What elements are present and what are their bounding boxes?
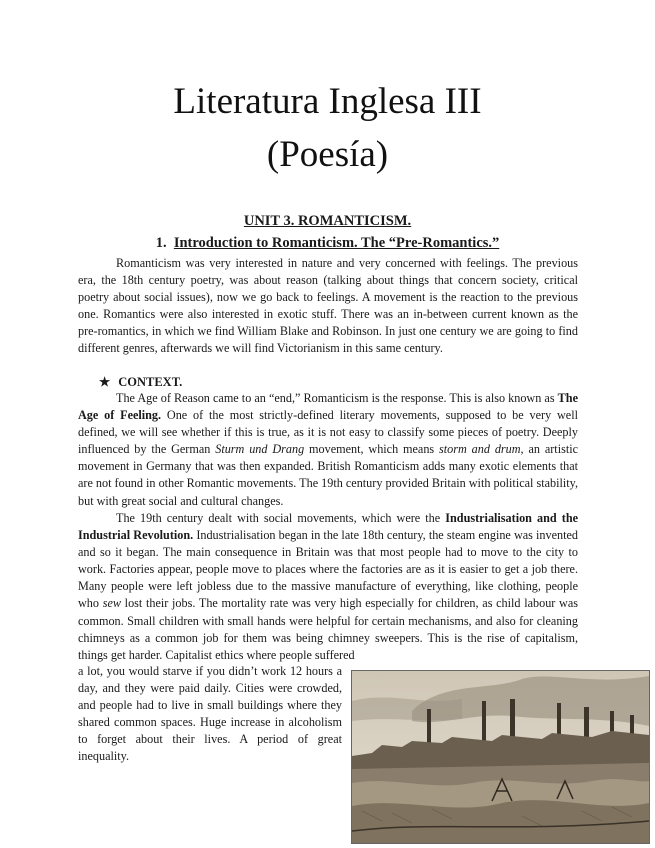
- section-number: 1.: [155, 235, 167, 251]
- document-subtitle: (Poesía): [266, 134, 389, 175]
- text-run: The 19th century dealt with social movements, which were the: [116, 511, 446, 525]
- italic-term-storm-and-drum: storm and drum,: [439, 442, 524, 457]
- context-paragraph-1: [78, 390, 578, 510]
- context-heading-label: CONTEXT.: [118, 375, 183, 389]
- text-run: lost their jobs. The mortality rate was very high especially for children, as child labour was common. Small children with small hands were helpful for certain mechanisms, and also for cleaning chimneys as a common job for them was being chimney sweepers. This is the rise of capitalism, things get harder. Capitalist ethics where people suffered: [78, 596, 578, 662]
- text-run: Industrialisation began in the late 18th century, the steam engine was invented and so it began. The main consequence in Britain was that most people had to move to the city to work. Factories appear, people move to places where the factories are as it is easier to get a job there. Many people were left jobless due to the massive manufacture of everything, like clothing, people who: [78, 528, 578, 611]
- context-paragraph-3: a lot, you would starve if you didn’t work 12 hours a day, and they were paid daily. Cities were crowded, and people had to live in small buildings where they shared common spaces. Huge increase in alcoholism to forget about their lives. A period of great inequality.: [78, 664, 342, 764]
- intro-paragraph: Romanticism was very interested in nature and very concerned with feelings. The previous era, the 18th century poetry, was about reason (talking about things that concern society, critical poetry about social issues), now we go back to feelings. A movement is the reaction to the previous one. Romantics were also interested in exotic stuff. There was an in-between current known as the pre-romantics, in which we find William Blake and Robinson. In just one century we are going to find different genres, afterwards we will find Victorianism in this same century.: [78, 256, 578, 356]
- text-run: One of the most strictly-defined literary movements, supposed to be very well defined, we will see whether if this is true, as it is not easy to classify some pieces of poetry. Deeply influenced by the German: [78, 408, 578, 457]
- unit-heading: UNIT 3. ROMANTICISM.: [243, 213, 412, 229]
- italic-term-sturm-und-drang: Sturm und Drang: [215, 442, 305, 457]
- star-bullet-icon: ★: [99, 375, 111, 389]
- text-run: an artistic movement in Germany that was then expanded. British Romanticism adds many exotic elements that are not found in other Romantic movements. The 19th century provided Britain with political stability, but with great social and cultural changes.: [78, 442, 579, 508]
- document-title: Literatura Inglesa III: [173, 81, 482, 122]
- context-heading: [99, 374, 182, 390]
- section-heading: [0, 235, 655, 252]
- italic-term-sew: sew: [102, 596, 121, 611]
- section-title: Introduction to Romanticism. The “Pre-Romantics.”: [173, 235, 500, 251]
- text-run: The Age of Reason came to an “end,” Romanticism is the response. This is also known as: [116, 391, 558, 405]
- context-paragraph-2: [78, 510, 578, 664]
- text-run: movement, which means: [304, 442, 440, 457]
- bold-term-age-of-feeling: The Age of Feeling.: [78, 391, 578, 423]
- industrial-landscape-illustration: [351, 670, 650, 844]
- bold-term-industrialisation: Industrialisation and the Industrial Revolution.: [78, 511, 579, 543]
